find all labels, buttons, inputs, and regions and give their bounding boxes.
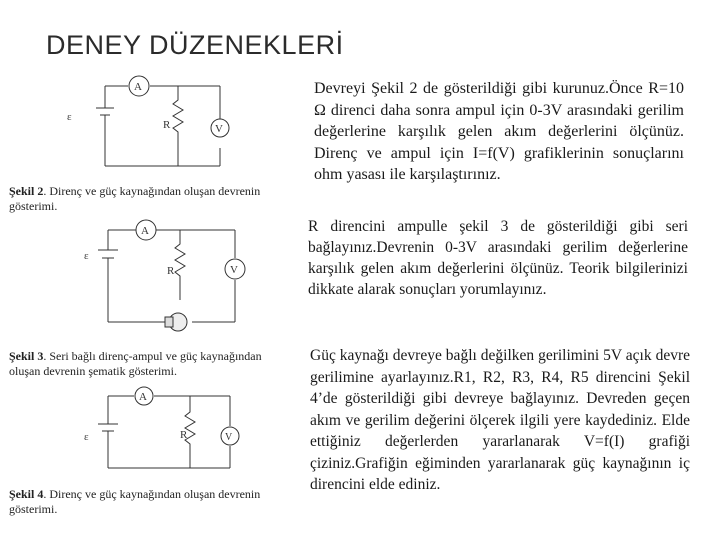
caption-text: . Direnç ve güç kaynağından oluşan devrenin gösterimi. <box>9 184 261 213</box>
circuit-figure-4 <box>70 382 270 482</box>
voltmeter-symbol: V <box>215 123 223 135</box>
resistor-symbol: R <box>167 265 175 277</box>
caption-text: . Seri bağlı direnç-ampul ve güç kaynağından oluşan devrenin şematik gösterimi. <box>9 349 262 378</box>
voltmeter-symbol: V <box>230 264 238 276</box>
circuit-figure-2 <box>60 68 260 178</box>
emf-symbol: ε <box>67 111 72 123</box>
ammeter-symbol: A <box>134 81 142 93</box>
ammeter-symbol: A <box>141 225 149 237</box>
resistor-symbol: R <box>180 429 188 441</box>
caption-label: Şekil 2 <box>9 184 44 198</box>
caption-label: Şekil 3 <box>9 349 44 363</box>
caption-figure-3 <box>9 349 284 379</box>
lamp-icon <box>165 313 187 331</box>
caption-figure-4 <box>9 487 279 517</box>
caption-label: Şekil 4 <box>9 487 44 501</box>
instruction-paragraph-2: R direncini ampulle şekil 3 de gösterildiği gibi seri bağlayınız.Devrenin 0-3V arasındaki gerilim değerlerine karşılık gelen akım değerlerini ölçünüz. Teorik bilgilerinizi dikkate alarak sonuçları yorumlayınız. <box>308 218 688 298</box>
instruction-paragraph-1: Devreyi Şekil 2 de gösterildiği gibi kurunuz.Önce R=10 Ω direnci daha sonra ampul için 0-3V arasındaki gerilim değerlerine karşılık gelen akım değerlerini ölçünüz. Direnç ve ampul için I=f(V) grafiklerinin sonuçlarını ohm yasası ile karşılaştırınız. <box>314 80 684 183</box>
emf-symbol: ε <box>84 431 89 443</box>
emf-symbol: ε <box>84 250 89 262</box>
instruction-paragraph-3: Güç kaynağı devreye bağlı değilken gerilimini 5V açık devre gerilimine ayarlayınız.R1, R2, R3, R4, R5 direncini Şekil 4’de gösterildiği gibi devreye bağlayınız. Devreden geçen akım ve gerilim değerini ölçerek ilgili yere kaydediniz. Elde ettiğiniz değerlerden yararlanarak V=f(I) grafiği çiziniz.Grafiğin eğiminden yararlanarak güç kaynağının iç direncini elde ediniz. <box>310 347 690 493</box>
caption-text: . Direnç ve güç kaynağından oluşan devrenin gösterimi. <box>9 487 261 516</box>
page-title: DENEY DÜZENEKLERİ <box>46 30 344 60</box>
ammeter-symbol: A <box>139 391 147 403</box>
circuit-figure-3 <box>70 210 270 340</box>
resistor-symbol: R <box>163 119 171 131</box>
voltmeter-symbol: V <box>225 432 233 443</box>
